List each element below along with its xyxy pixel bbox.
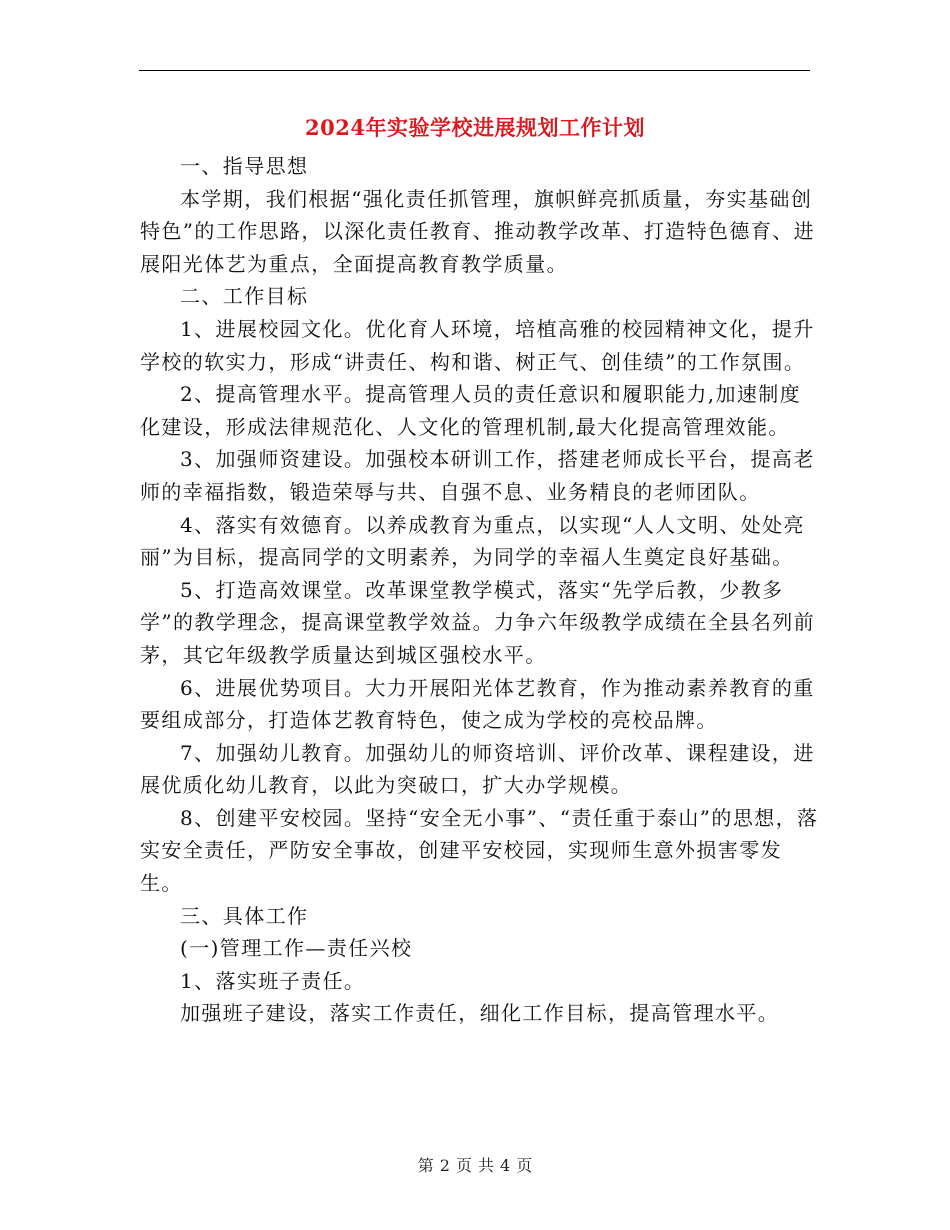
goal-item: 1、进展校园文化。优化育人环境，培植高雅的校园精神文化，提升学校的软实力，形成“讲责任、构和谐、树正气、创佳绩”的工作氛围。 — [140, 316, 815, 374]
footer-total-suffix: 页 — [516, 1156, 533, 1175]
item-heading-leadership: 1、落实班子责任。 — [180, 968, 366, 993]
paragraph-guiding-ideology: 本学期，我们根据“强化责任抓管理，旗帜鲜亮抓质量，夯实基础创特色”的工作思路，以深化责任教育、推动教学改革、打造特色德育、进展阳光体艺为重点，全面提高教育教学质量。 — [140, 186, 816, 276]
goal-item: 6、进展优势项目。大力开展阳光体艺教育，作为推动素养教育的重要组成部分，打造体艺教育特色，使之成为学校的亮校品牌。 — [140, 675, 815, 733]
document-title: 2024年实验学校进展规划工作计划 — [305, 115, 645, 140]
paragraph-leadership: 加强班子建设，落实工作责任，细化工作目标，提高管理水平。 — [180, 1001, 780, 1026]
page-footer — [0, 1154, 950, 1178]
goal-item: 7、加强幼儿教育。加强幼儿的师资培训、评价改革、课程建设，进展优质化幼儿教育，以此为突破口，扩大办学规模。 — [140, 740, 815, 798]
footer-current-page: 2 — [439, 1156, 450, 1175]
subsection-heading-management: (一)管理工作—责任兴校 — [180, 936, 413, 961]
goal-item: 5、打造高效课堂。改革课堂教学模式，落实“先学后教，少教多学”的教学理念，提高课堂教学效益。力争六年级教学成绩在全县名列前茅，其它年级教学质量达到城区强校水平。 — [140, 577, 816, 667]
goal-item: 2、提高管理水平。提高管理人员的责任意识和履职能力,加速制度化建设，形成法律规范化、人文化的管理机制,最大化提高管理效能。 — [140, 382, 802, 439]
section-heading-specific-work: 三、具体工作 — [180, 903, 309, 928]
section-heading-work-goals: 二、工作目标 — [180, 284, 309, 309]
goal-item: 4、落实有效德育。以养成教育为重点，以实现“人人文明、处处亮丽”为目标，提高同学的文明素养，为同学的幸福人生奠定良好基础。 — [140, 512, 805, 570]
footer-total-pages: 4 — [500, 1156, 511, 1175]
document-body — [140, 150, 820, 1030]
footer-page-label: 页 — [455, 1156, 472, 1175]
footer-prefix: 第 — [417, 1156, 434, 1175]
section-heading-guiding-ideology: 一、指导思想 — [180, 154, 309, 178]
goal-item: 8、创建平安校园。坚持“安全无小事”、“责任重于泰山”的思想，落实安全责任，严防安全事故，创建平安校园，实现师生意外损害零发生。 — [140, 805, 819, 896]
header-rule — [139, 70, 810, 71]
footer-total-prefix: 共 — [478, 1156, 495, 1175]
goal-item: 3、加强师资建设。加强校本研训工作，搭建老师成长平台，提高老师的幸福指数，锻造荣辱与共、自强不息、业务精良的老师团队。 — [140, 447, 815, 504]
